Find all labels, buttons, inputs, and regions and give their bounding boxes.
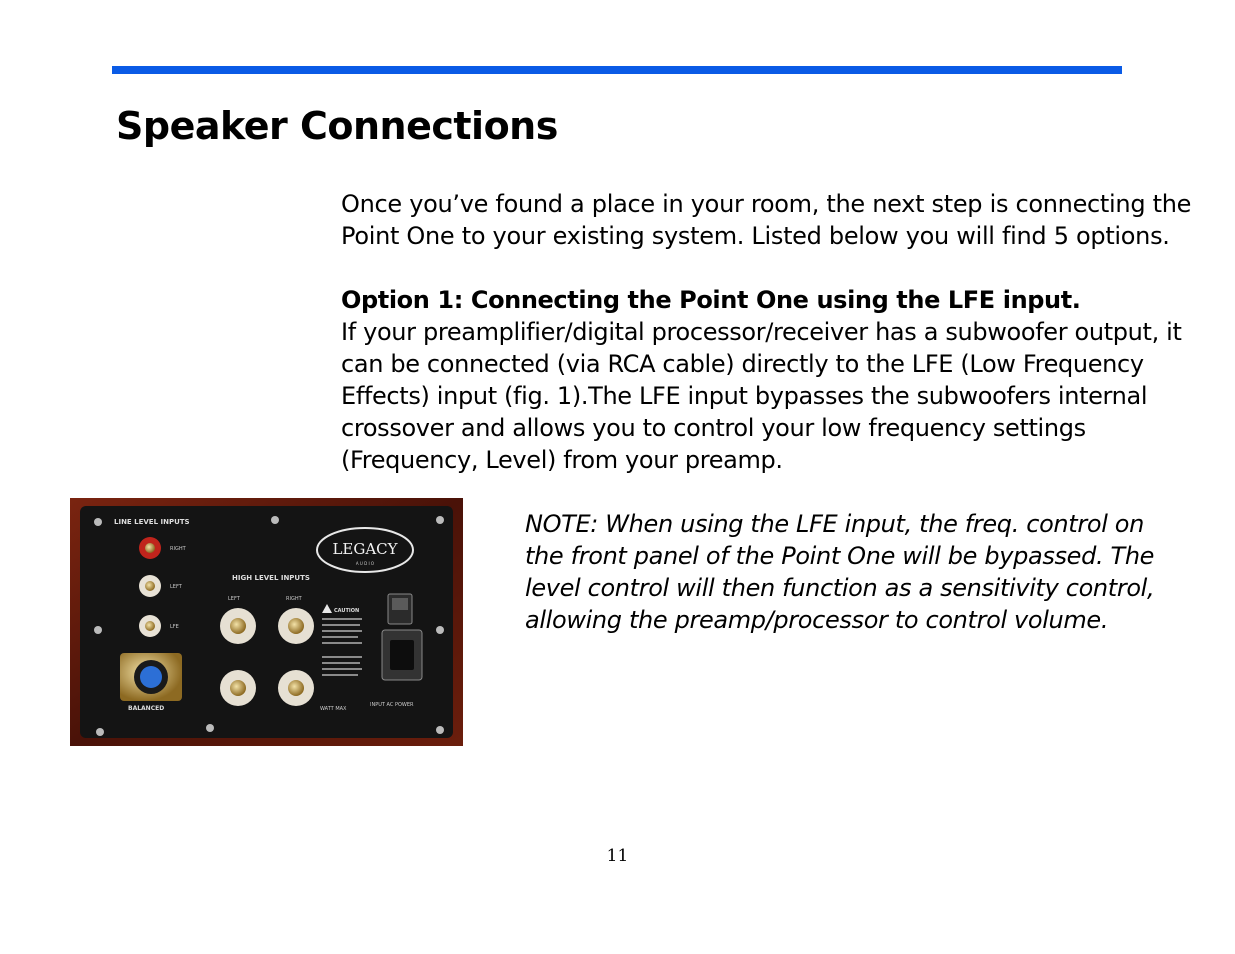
power-switch-rocker [392, 598, 408, 610]
lfe-label: LFE [170, 624, 179, 630]
screw-icon [436, 726, 444, 734]
screw-icon [94, 626, 102, 634]
body-line: (Frequency, Level) from your preamp. [341, 446, 783, 474]
caution-text-line [322, 662, 360, 664]
xlr-insert [140, 666, 162, 688]
left-label: LEFT [170, 584, 182, 590]
page-number: 11 [606, 846, 629, 866]
screw-icon [436, 626, 444, 634]
rca-jack-center [145, 621, 155, 631]
screw-icon [271, 516, 279, 524]
caution-label: CAUTION [334, 608, 360, 614]
note-line: the front panel of the Point One will be bypassed. The [525, 542, 1155, 570]
caution-text-line [322, 656, 362, 658]
note-paragraph [525, 508, 1215, 636]
binding-post-core [230, 680, 246, 696]
power-label: INPUT AC POWER [370, 702, 414, 708]
caution-text-line [322, 642, 362, 644]
note-line: NOTE: When using the LFE input, the freq. control on [525, 510, 1144, 538]
logo-text: LEGACY [332, 540, 398, 558]
intro-line: Once you’ve found a place in your room, the next step is connecting the [341, 190, 1192, 218]
binding-post-core [230, 618, 246, 634]
screw-icon [436, 516, 444, 524]
note-line: allowing the preamp/processor to control volume. [525, 606, 1109, 634]
caution-text-line [322, 674, 358, 676]
watt-label: WATT MAX [320, 706, 347, 712]
binding-post-core [288, 618, 304, 634]
caution-text-line [322, 624, 360, 626]
hl-right-label: RIGHT [286, 596, 302, 602]
rca-jack-center [145, 543, 155, 553]
caution-text-line [322, 668, 362, 670]
logo-sub: A U D I O [355, 561, 375, 566]
screw-icon [94, 518, 102, 526]
body-line: can be connected (via RCA cable) directly to the LFE (Low Frequency [341, 350, 1144, 378]
intro-line: Point One to your existing system. Listed below you will find 5 options. [341, 222, 1170, 250]
rear-panel-photo [70, 498, 463, 746]
rca-jack-center [145, 581, 155, 591]
balanced-label: BALANCED [128, 705, 165, 712]
hl-left-label: LEFT [228, 596, 240, 602]
intro-paragraph [341, 188, 1211, 252]
body-line: crossover and allows you to control your low frequency settings [341, 414, 1086, 442]
header-rule [112, 66, 1122, 74]
right-label: RIGHT [170, 546, 186, 552]
caution-text-line [322, 636, 358, 638]
note-line: level control will then function as a sensitivity control, [525, 574, 1155, 602]
caution-text-line [322, 630, 362, 632]
power-inlet-socket [390, 640, 414, 670]
binding-post-core [288, 680, 304, 696]
option-1-body [341, 316, 1211, 476]
page-title: Speaker Connections [116, 104, 558, 148]
body-line: If your preamplifier/digital processor/receiver has a subwoofer output, it [341, 318, 1182, 346]
body-line: Effects) input (fig. 1).The LFE input bypasses the subwoofers internal [341, 382, 1148, 410]
screw-icon [206, 724, 214, 732]
option-1-heading: Option 1: Connecting the Point One using the LFE input. [341, 286, 1081, 314]
caution-text-line [322, 618, 362, 620]
screw-icon [96, 728, 104, 736]
high-level-label: HIGH LEVEL INPUTS [232, 574, 310, 582]
line-level-label: LINE LEVEL INPUTS [114, 518, 190, 526]
